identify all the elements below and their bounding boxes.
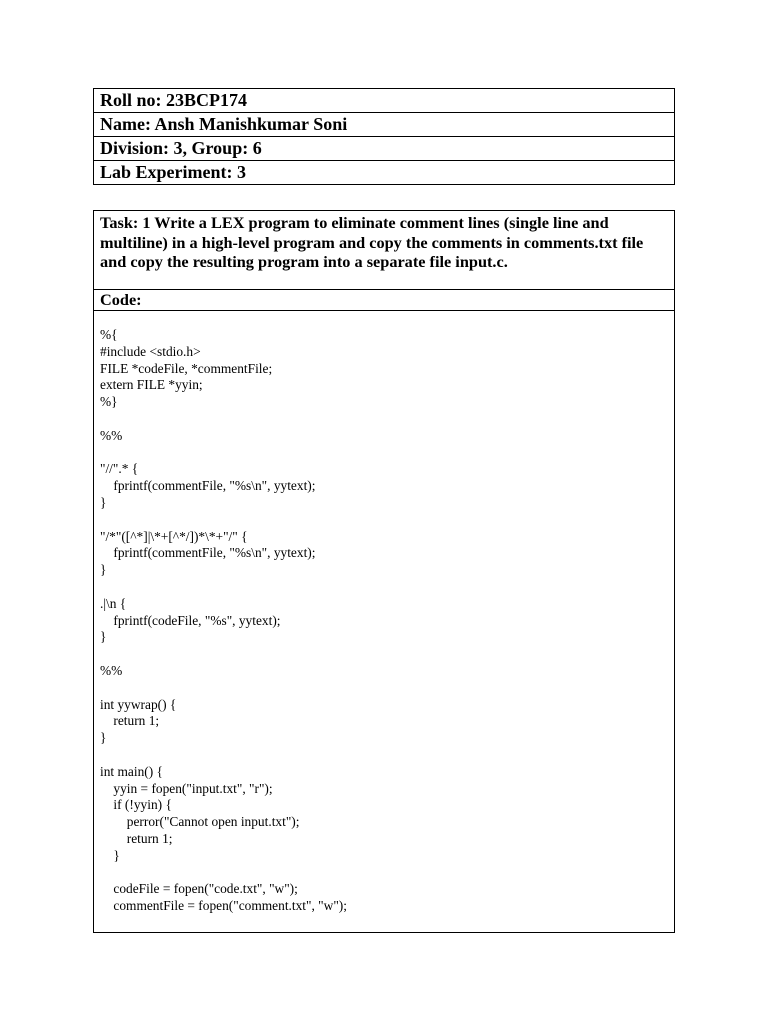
roll-no: Roll no: 23BCP174 (94, 89, 674, 113)
task-description: Task: 1 Write a LEX program to eliminate comment lines (single line and multiline) in a high-level program and copy the comments in comments.txt file and copy the resulting program into a separate file input.c. (94, 211, 674, 290)
code-block: %{ #include <stdio.h> FILE *codeFile, *commentFile; extern FILE *yyin; %} %% "//".* { fprintf(commentFile, "%s\n", yytext); } "/*"([^*]|\*+[^*/])*\*+"/" { fprintf(commentFile, "%s\n", yytext); } .|\n { fprintf(codeFile, "%s", yytext); } %% int yywrap() { return 1; } int main() { yyin = fopen("input.txt", "r"); if (!yyin) { perror("Cannot open input.txt"); return 1; } codeFile = fopen("code.txt", "w"); commentFile = fopen("comment.txt", "w"); (100, 327, 347, 914)
code-label: Code: (94, 290, 674, 311)
student-name: Name: Ansh Manishkumar Soni (94, 113, 674, 137)
student-info-table (93, 88, 675, 185)
division-group: Division: 3, Group: 6 (94, 137, 674, 161)
lab-experiment: Lab Experiment: 3 (100, 162, 246, 182)
task-box (93, 210, 675, 933)
